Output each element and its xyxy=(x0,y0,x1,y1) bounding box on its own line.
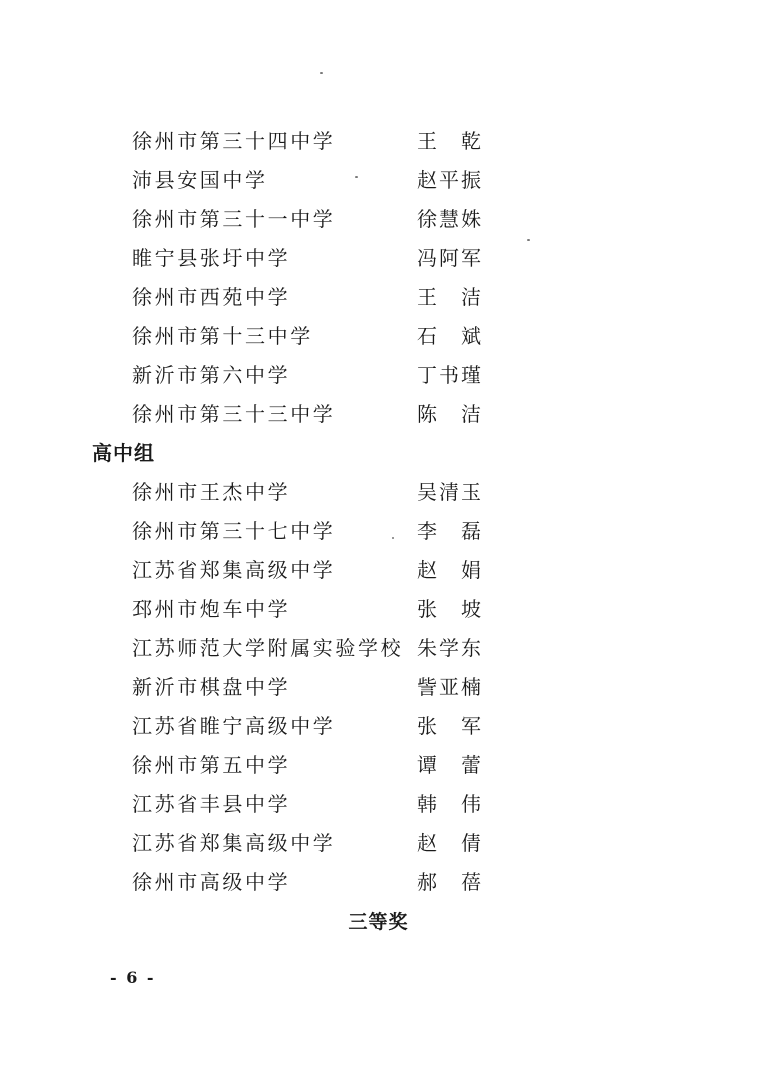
list-item xyxy=(0,863,757,902)
school-name: 徐州市西苑中学 xyxy=(132,285,291,309)
school-name: 徐州市第十三中学 xyxy=(132,324,313,348)
school-name: 江苏省丰县中学 xyxy=(132,792,291,816)
award-list-high-school xyxy=(0,473,757,902)
page-number: - 6 - xyxy=(110,968,156,987)
school-name: 江苏师范大学附属实验学校 xyxy=(132,636,404,660)
school-name: 新沂市第六中学 xyxy=(132,363,291,387)
winner-name: 冯阿军 xyxy=(417,246,481,270)
section-heading-third-prize: 三等奖 xyxy=(348,911,409,933)
winner-name: 朱学东 xyxy=(417,636,481,660)
list-item xyxy=(0,512,757,551)
winner-name: 王洁 xyxy=(417,285,481,309)
list-item xyxy=(0,122,757,161)
list-item xyxy=(0,746,757,785)
winner-name: 訾亚楠 xyxy=(417,675,481,699)
school-name: 沛县安国中学 xyxy=(132,168,268,192)
list-item xyxy=(0,395,757,434)
school-name: 徐州市第五中学 xyxy=(132,753,291,777)
list-item xyxy=(0,668,757,707)
winner-name: 赵平振 xyxy=(417,168,481,192)
winner-name: 石斌 xyxy=(417,324,481,348)
list-item xyxy=(0,785,757,824)
winner-name: 赵倩 xyxy=(417,831,481,855)
school-name: 徐州市第三十七中学 xyxy=(132,519,336,543)
school-name: 徐州市王杰中学 xyxy=(132,480,291,504)
winner-name: 韩伟 xyxy=(417,792,481,816)
list-item xyxy=(0,317,757,356)
school-name: 江苏省郑集高级中学 xyxy=(132,558,336,582)
school-name: 徐州市第三十一中学 xyxy=(132,207,336,231)
school-name: 徐州市第三十三中学 xyxy=(132,402,336,426)
scan-speck xyxy=(320,72,323,74)
list-item xyxy=(0,590,757,629)
winner-name: 张军 xyxy=(417,714,481,738)
winner-name: 徐慧姝 xyxy=(417,207,481,231)
list-item xyxy=(0,356,757,395)
school-name: 江苏省睢宁高级中学 xyxy=(132,714,336,738)
winner-name: 李磊 xyxy=(417,519,481,543)
school-name: 邳州市炮车中学 xyxy=(132,597,291,621)
winner-name: 郝蓓 xyxy=(417,870,481,894)
section-heading-high-school: 高中组 xyxy=(92,441,155,465)
winner-name: 谭蕾 xyxy=(417,753,481,777)
winner-name: 陈洁 xyxy=(417,402,481,426)
winner-name: 赵娟 xyxy=(417,558,481,582)
winner-name: 吴清玉 xyxy=(417,480,481,504)
school-name: 江苏省郑集高级中学 xyxy=(132,831,336,855)
list-item xyxy=(0,824,757,863)
award-list-junior xyxy=(0,122,757,434)
school-name: 新沂市棋盘中学 xyxy=(132,675,291,699)
list-item xyxy=(0,239,757,278)
list-item xyxy=(0,278,757,317)
school-name: 睢宁县张圩中学 xyxy=(132,246,291,270)
list-item xyxy=(0,200,757,239)
winner-name: 张坡 xyxy=(417,597,481,621)
list-item xyxy=(0,551,757,590)
school-name: 徐州市第三十四中学 xyxy=(132,129,336,153)
school-name: 徐州市高级中学 xyxy=(132,870,291,894)
list-item xyxy=(0,161,757,200)
list-item xyxy=(0,629,757,668)
list-item xyxy=(0,707,757,746)
winner-name: 王乾 xyxy=(417,129,481,153)
winner-name: 丁书瑾 xyxy=(417,363,481,387)
list-item xyxy=(0,473,757,512)
